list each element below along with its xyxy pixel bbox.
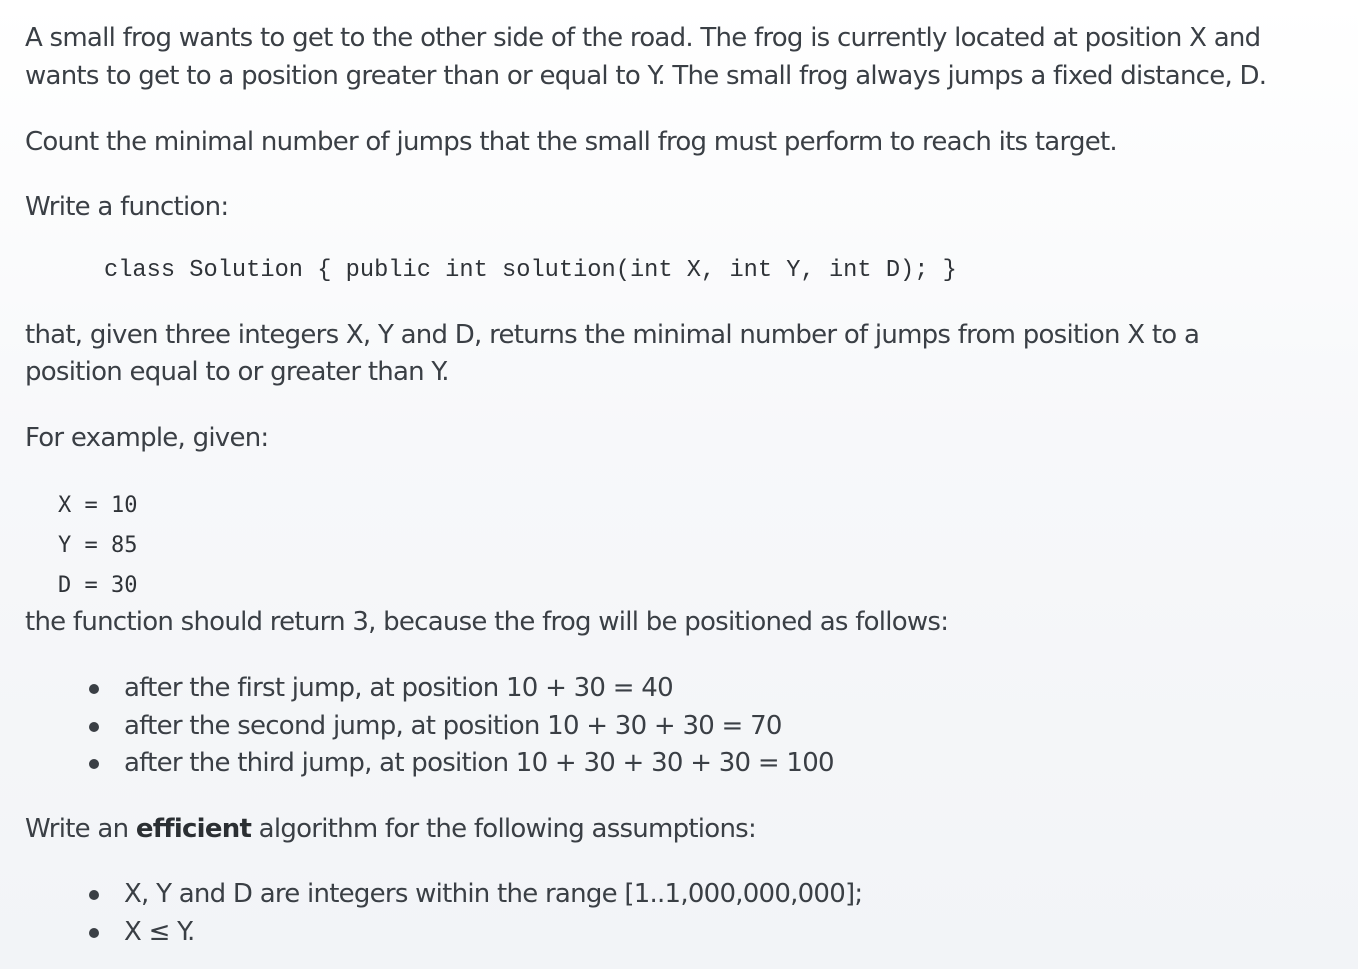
list-item (86, 708, 834, 746)
example-x: X = 10 (58, 493, 138, 518)
jump-3-text: after the third jump, at position 10 + 30 + 30 + 30 = 100 (124, 748, 834, 778)
bullet-icon (89, 722, 99, 732)
for-example-paragraph: For example, given: (25, 423, 269, 453)
jumps-list (86, 670, 834, 783)
assumption-1-text: X, Y and D are integers within the range [1..1,000,000,000]; (124, 879, 863, 909)
bullet-icon (89, 890, 99, 900)
example-d: D = 30 (58, 573, 138, 598)
example-y: Y = 85 (58, 533, 138, 558)
assumptions-list (86, 876, 862, 951)
list-item (86, 914, 862, 952)
function-signature: class Solution { public int solution(int X, int Y, int D); } (104, 257, 957, 284)
bullet-icon (89, 684, 99, 694)
bullet-icon (89, 928, 99, 938)
returns-paragraph: the function should return 3, because the frog will be positioned as follows: (25, 607, 949, 637)
jump-2-text: after the second jump, at position 10 + 30 + 30 = 70 (124, 710, 782, 741)
list-item (86, 876, 862, 914)
given-line-2: position equal to or greater than Y. (25, 357, 449, 387)
efficient-before: Write an (25, 814, 136, 844)
bullet-icon (89, 759, 99, 769)
given-line-1: that, given three integers X, Y and D, returns the minimal number of jumps from position X to a (25, 320, 1200, 350)
efficient-after: algorithm for the following assumptions: (251, 814, 756, 844)
list-item (86, 745, 834, 783)
assumption-2-text: X ≤ Y. (124, 916, 195, 947)
efficient-bold: efficient (135, 814, 252, 844)
write-function-paragraph: Write a function: (25, 192, 229, 222)
efficient-paragraph (25, 811, 756, 849)
intro-line-2: wants to get to a position greater than or equal to Y. The small frog always jumps a fixed distance, D. (25, 61, 1267, 91)
intro-line-1: A small frog wants to get to the other side of the road. The frog is currently located at position X and (25, 23, 1261, 53)
jump-1-text: after the first jump, at position 10 + 30 = 40 (124, 673, 673, 703)
count-paragraph: Count the minimal number of jumps that the small frog must perform to reach its target. (25, 127, 1117, 157)
list-item (86, 670, 834, 708)
